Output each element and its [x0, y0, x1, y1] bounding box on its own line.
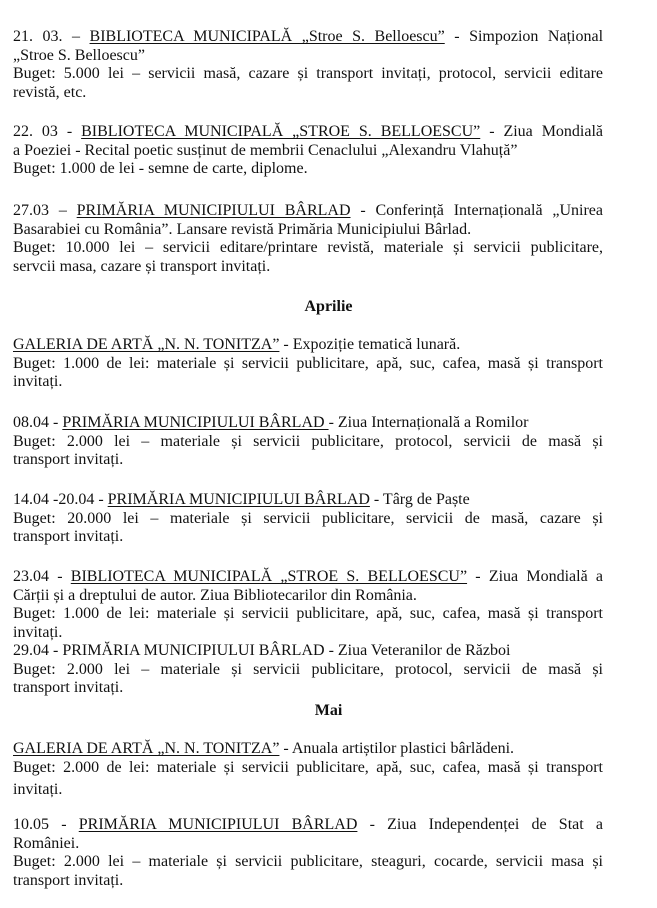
- organizer-name: BIBLIOTECA MUNICIPALĂ „STROE S. BELLOESCU”: [81, 123, 481, 140]
- event-text-line: Cărții și a dreptului de autor. Ziua Bibliotecarilor din România.: [13, 586, 417, 604]
- event-text-line: transport invitați.: [13, 451, 124, 468]
- budget-line: Buget: 5.000 lei – servicii masă, cazare și transport invitați, protocol, servicii editare: [13, 65, 603, 82]
- month-heading: Mai: [314, 702, 343, 719]
- event-text-line: revistă, etc.: [13, 83, 87, 101]
- event-text-line: transport invitați.: [13, 871, 124, 889]
- event-heading-line: 10.05 - PRIMĂRIA MUNICIPIULUI BÂRLAD - Ziua Independenței de Stat a: [13, 816, 604, 833]
- event-text-line: servcii masa, cazare și transport invitați.: [13, 257, 271, 275]
- event-entry: [13, 28, 603, 102]
- organizer-name: GALERIA DE ARTĂ „N. N. TONITZA”: [13, 336, 280, 353]
- organizer-name: BIBLIOTECA MUNICIPALĂ „Stroe S. Belloescu”: [89, 28, 445, 45]
- organizer-name: PRIMĂRIA MUNICIPIULUI BÂRLAD: [78, 816, 358, 833]
- month-heading: Aprilie: [304, 298, 353, 315]
- event-heading-line: 22. 03 - BIBLIOTECA MUNICIPALĂ „STROE S. BELLOESCU” - Ziua Mondială: [13, 123, 604, 140]
- budget-line: Buget: 2.000 lei – materiale și servicii publicitare, protocol, servicii de masă și: [13, 432, 603, 450]
- event-heading-line: 23.04 - BIBLIOTECA MUNICIPALĂ „STROE S. BELLOESCU” - Ziua Mondială a: [13, 568, 604, 585]
- event-text-line: Basarabiei cu România”. Lansare revistă Primăria Municipiului Bârlad.: [13, 220, 472, 238]
- event-entry: [13, 336, 603, 392]
- event-text-line: invitați.: [13, 781, 63, 798]
- budget-line: Buget: 1.000 de lei - semne de carte, diplome.: [13, 160, 308, 177]
- organizer-name: GALERIA DE ARTĂ „N. N. TONITZA”: [13, 740, 280, 757]
- event-entry: [13, 202, 603, 276]
- event-heading-line: 27.03 – PRIMĂRIA MUNICIPIULUI BÂRLAD - Conferință Internațională „Unirea: [13, 202, 604, 219]
- budget-line: Buget: 1.000 de lei: materiale și servicii publicitare, apă, suc, cafea, masă și transport: [13, 605, 603, 622]
- budget-line: Buget: 1.000 de lei: materiale și servicii publicitare, apă, suc, cafea, masă și transport: [13, 354, 603, 372]
- event-heading-line: GALERIA DE ARTĂ „N. N. TONITZA” - Anuala artiștilor plastici bârlădeni.: [13, 740, 515, 757]
- budget-line: Buget: 2.000 lei – materiale și servicii publicitare, steaguri, cocarde, servicii masa și: [13, 853, 603, 870]
- event-text-line: invitați.: [13, 623, 63, 641]
- event-heading-line: 29.04 - PRIMĂRIA MUNICIPIULUI BÂRLAD - Ziua Veteranilor de Război: [13, 642, 511, 659]
- event-text-line: „Stroe S. Belloescu”: [13, 46, 145, 64]
- event-text-line: invitați.: [13, 373, 63, 390]
- budget-line: Buget: 20.000 lei – materiale și servicii publicitare, servicii de masă, cazare și: [13, 509, 603, 527]
- organizer-name: PRIMĂRIA MUNICIPIULUI BÂRLAD: [62, 414, 329, 431]
- event-entry: [13, 491, 603, 547]
- event-text-line: transport invitați.: [13, 528, 124, 545]
- organizer-name: PRIMĂRIA MUNICIPIULUI BÂRLAD: [76, 202, 351, 219]
- event-entry: [13, 568, 603, 698]
- event-heading-line: GALERIA DE ARTĂ „N. N. TONITZA” - Expoziție tematică lunară.: [13, 336, 461, 353]
- organizer-name: BIBLIOTECA MUNICIPALĂ „STROE S. BELLOESCU”: [70, 568, 468, 585]
- event-text-line: transport invitați.: [13, 679, 124, 696]
- event-entry: [13, 123, 603, 179]
- event-text-line: României.: [13, 834, 80, 852]
- budget-line: Buget: 2.000 lei – materiale și servicii publicitare, protocol, servicii de masă și: [13, 660, 603, 678]
- event-heading-line: 21. 03. – BIBLIOTECA MUNICIPALĂ „Stroe S. Belloescu” - Simpozion Național: [13, 28, 604, 45]
- event-heading-line: 14.04 -20.04 - PRIMĂRIA MUNICIPIULUI BÂRLAD - Târg de Paște: [13, 491, 470, 508]
- organizer-name: PRIMĂRIA MUNICIPIULUI BÂRLAD: [107, 491, 370, 508]
- event-heading-line: 08.04 - PRIMĂRIA MUNICIPIULUI BÂRLAD - Ziua Internațională a Romilor: [13, 414, 529, 431]
- event-entry: [13, 414, 603, 470]
- event-entry: [13, 816, 603, 890]
- budget-line: Buget: 10.000 lei – servicii editare/printare revistă, materiale și servicii publicitare,: [13, 239, 603, 256]
- budget-line: Buget: 2.000 de lei: materiale și servicii publicitare, apă, suc, cafea, masă și transport: [13, 758, 603, 776]
- event-entry: [13, 740, 603, 800]
- event-text-line: a Poeziei - Recital poetic susținut de membrii Cenaclului „Alexandru Vlahuță”: [13, 141, 518, 159]
